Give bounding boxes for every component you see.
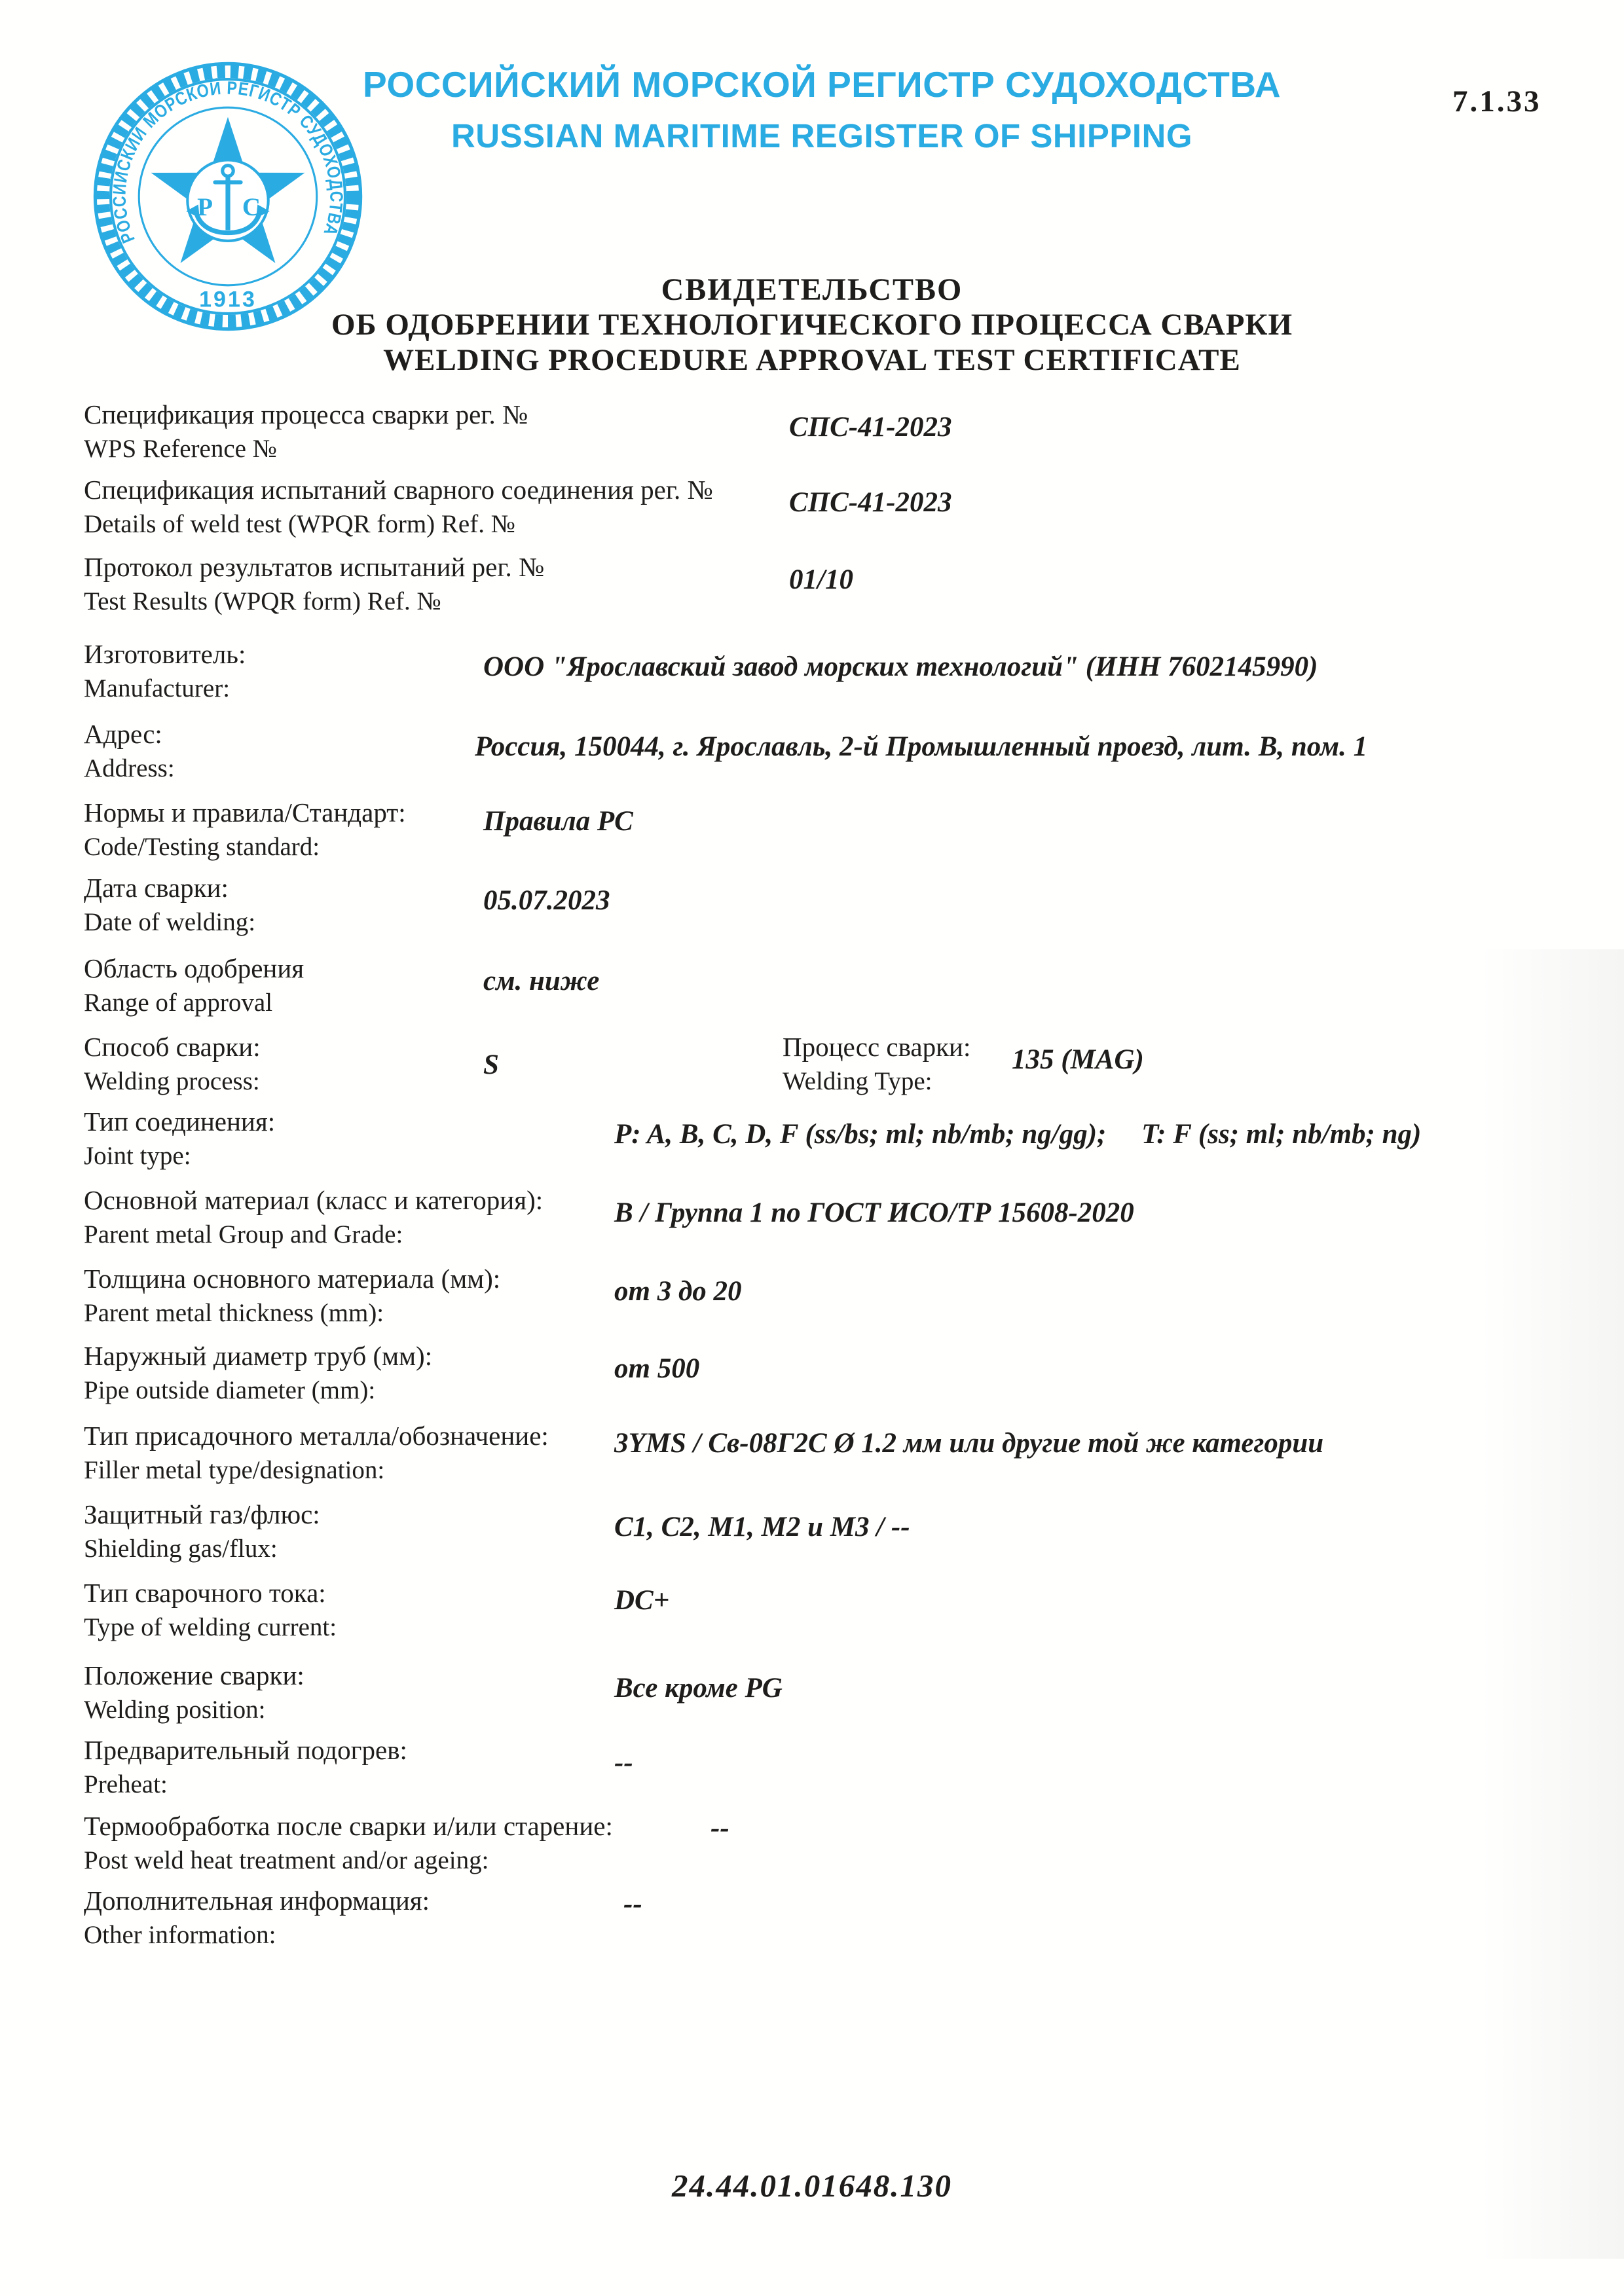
wps-reference-value: СПС-41-2023 — [789, 412, 952, 443]
field-row-test-results — [84, 553, 1565, 630]
org-header — [354, 64, 1290, 155]
field-row-preheat — [84, 1736, 1565, 1813]
field-label-ru: Дополнительная информация: — [84, 1886, 430, 1916]
field-label-en: Preheat: — [84, 1770, 168, 1799]
certificate-title-ru: СВИДЕТЕЛЬСТВО — [661, 272, 963, 307]
field-label — [84, 1265, 1565, 1326]
field-label-en: Type of welding current: — [84, 1613, 337, 1642]
field-label-en: Details of weld test (WPQR form) Ref. № — [84, 510, 515, 539]
field-label — [84, 955, 1565, 1015]
field-label-ru: Защитный газ/флюс: — [84, 1499, 320, 1529]
org-name-en: RUSSIAN MARITIME REGISTER OF SHIPPING — [451, 117, 1193, 155]
pipe-diameter-value: от 500 — [614, 1353, 700, 1384]
logo-monogram-s: С — [242, 192, 261, 221]
field-row-thickness — [84, 1265, 1565, 1342]
field-label — [84, 1342, 1565, 1403]
thickness-value: от 3 до 20 — [614, 1276, 742, 1307]
certificate-subtitle-en: WELDING PROCEDURE APPROVAL TEST CERTIFICATE — [383, 342, 1241, 377]
address-value: Россия, 150044, г. Ярославль, 2-й Промышленный проезд, лит. В, пом. 1 — [475, 731, 1368, 762]
field-row-pipe-diameter — [84, 1342, 1565, 1419]
field-label-ru: Нормы и правила/Стандарт: — [84, 797, 406, 828]
field-label — [84, 1579, 1565, 1640]
field-label-en: WPS Reference № — [84, 435, 277, 464]
field-label-en: Welding position: — [84, 1696, 266, 1724]
field-label-en: Parent metal thickness (mm): — [84, 1299, 384, 1328]
joint-type-value: P: A, B, C, D, F (ss/bs; ml; nb/mb; ng/gg); T: F (ss; ml; nb/mb; ng) — [614, 1119, 1422, 1150]
current-type-value: DC+ — [614, 1585, 670, 1616]
field-label-ru: Процесс сварки: — [783, 1032, 971, 1062]
field-label-ru: Область одобрения — [84, 953, 304, 983]
field-label-en: Other information: — [84, 1921, 276, 1950]
field-label-ru: Основной материал (класс и категория): — [84, 1185, 544, 1215]
field-label-ru: Спецификация испытаний сварного соединения рег. № — [84, 475, 713, 505]
pwht-value: -- — [710, 1813, 729, 1844]
field-label-en: Date of welding: — [84, 908, 256, 937]
field-label-ru: Протокол результатов испытаний рег. № — [84, 552, 545, 582]
field-label-en: Manufacturer: — [84, 674, 231, 703]
field-label-ru: Дата сварки: — [84, 873, 229, 903]
welding-type-value: 135 (MAG) — [1012, 1044, 1144, 1075]
field-label — [84, 1736, 1565, 1797]
logo-year: 1913 — [199, 287, 257, 312]
field-row-welding-position — [84, 1662, 1565, 1739]
field-label-ru: Термообработка после сварки и/или старение: — [84, 1811, 613, 1841]
preheat-value: -- — [614, 1747, 633, 1778]
field-row-address — [84, 720, 1565, 797]
field-label-en: Welding process: — [84, 1067, 260, 1096]
field-row-filler-metal — [84, 1422, 1565, 1499]
field-row-welding-date — [84, 874, 1565, 951]
wpqr-spec-value: СПС-41-2023 — [789, 487, 952, 518]
certificate-subtitle-ru: ОБ ОДОБРЕНИИ ТЕХНОЛОГИЧЕСКОГО ПРОЦЕССА СВАРКИ — [331, 308, 1293, 342]
field-row-shielding-gas — [84, 1501, 1565, 1578]
field-label-ru: Положение сварки: — [84, 1660, 304, 1690]
field-label-ru: Изготовитель: — [84, 639, 246, 669]
field-label-ru: Тип сварочного тока: — [84, 1578, 326, 1608]
other-info-value: -- — [623, 1889, 642, 1920]
field-row-current-type — [84, 1579, 1565, 1656]
field-label-welding-type — [783, 1033, 970, 1094]
field-label-en: Filler metal type/designation: — [84, 1456, 385, 1485]
field-row-wps-reference — [84, 401, 1565, 478]
field-label-en: Welding Type: — [783, 1067, 932, 1096]
field-label-en: Range of approval — [84, 989, 273, 1017]
field-label — [84, 1887, 1565, 1948]
field-label-en: Pipe outside diameter (mm): — [84, 1376, 376, 1405]
field-row-pwht — [84, 1812, 1565, 1889]
welding-date-value: 05.07.2023 — [483, 885, 610, 916]
field-label-ru: Наружный диаметр труб (мм): — [84, 1341, 433, 1371]
field-label — [84, 1812, 1565, 1873]
manufacturer-value: ООО "Ярославский завод морских технологий" (ИНН 7602145990) — [483, 651, 1318, 682]
org-name-ru: РОССИЙСКИЙ МОРСКОЙ РЕГИСТР СУДОХОДСТВА — [362, 64, 1282, 105]
field-label-en: Test Results (WPQR form) Ref. № — [84, 587, 441, 616]
field-label-en: Address: — [84, 754, 175, 783]
field-label — [84, 1662, 1565, 1722]
field-label-ru: Предварительный подогрев: — [84, 1735, 407, 1765]
field-label-en: Code/Testing standard: — [84, 833, 320, 862]
range-of-approval-value: см. ниже — [483, 966, 600, 996]
shielding-gas-value: C1, C2, M1, M2 и M3 / -- — [614, 1512, 910, 1542]
field-label-en: Shielding gas/flux: — [84, 1535, 278, 1563]
logo-monogram-p: Р — [197, 192, 213, 221]
field-label-ru: Адрес: — [84, 719, 162, 749]
field-row-range-of-approval — [84, 955, 1565, 1032]
certificate-title-block — [0, 274, 1624, 376]
certificate-number: 24.44.01.01648.130 — [672, 2168, 952, 2204]
field-row-other-info — [84, 1887, 1565, 1964]
parent-metal-value: В / Группа 1 по ГОСТ ИСО/ТР 15608-2020 — [614, 1197, 1134, 1228]
welding-process-value: S — [483, 1049, 499, 1080]
field-label-ru: Способ сварки: — [84, 1032, 261, 1062]
field-label-en: Parent metal Group and Grade: — [84, 1220, 403, 1249]
field-label-ru: Толщина основного материала (мм): — [84, 1264, 501, 1294]
field-label-en: Post weld heat treatment and/or ageing: — [84, 1846, 489, 1875]
logo-ring-text: РОССИЙСКИЙ МОРСКОЙ РЕГИСТР СУДОХОДСТВА — [109, 77, 347, 246]
field-label-ru: Тип соединения: — [84, 1106, 276, 1137]
field-row-manufacturer — [84, 640, 1565, 718]
field-row-standard — [84, 799, 1565, 876]
field-label-en: Joint type: — [84, 1142, 191, 1171]
field-label-ru: Тип присадочного металла/обозначение: — [84, 1421, 549, 1451]
field-row-welding-process — [84, 1033, 1565, 1110]
standard-value: Правила РС — [483, 806, 633, 837]
welding-position-value: Все кроме PG — [614, 1673, 783, 1704]
field-label-ru: Спецификация процесса сварки рег. № — [84, 399, 528, 429]
filler-metal-value: 3YMS / Св-08Г2С Ø 1.2 мм или другие той же категории — [614, 1428, 1324, 1459]
test-results-value: 01/10 — [789, 564, 853, 595]
field-label — [84, 874, 1565, 935]
field-row-wpqr-spec — [84, 476, 1565, 553]
field-row-joint-type — [84, 1108, 1565, 1185]
doc-form-code: 7.1.33 — [1452, 84, 1541, 118]
field-label — [84, 799, 1565, 860]
field-row-parent-metal — [84, 1186, 1565, 1264]
